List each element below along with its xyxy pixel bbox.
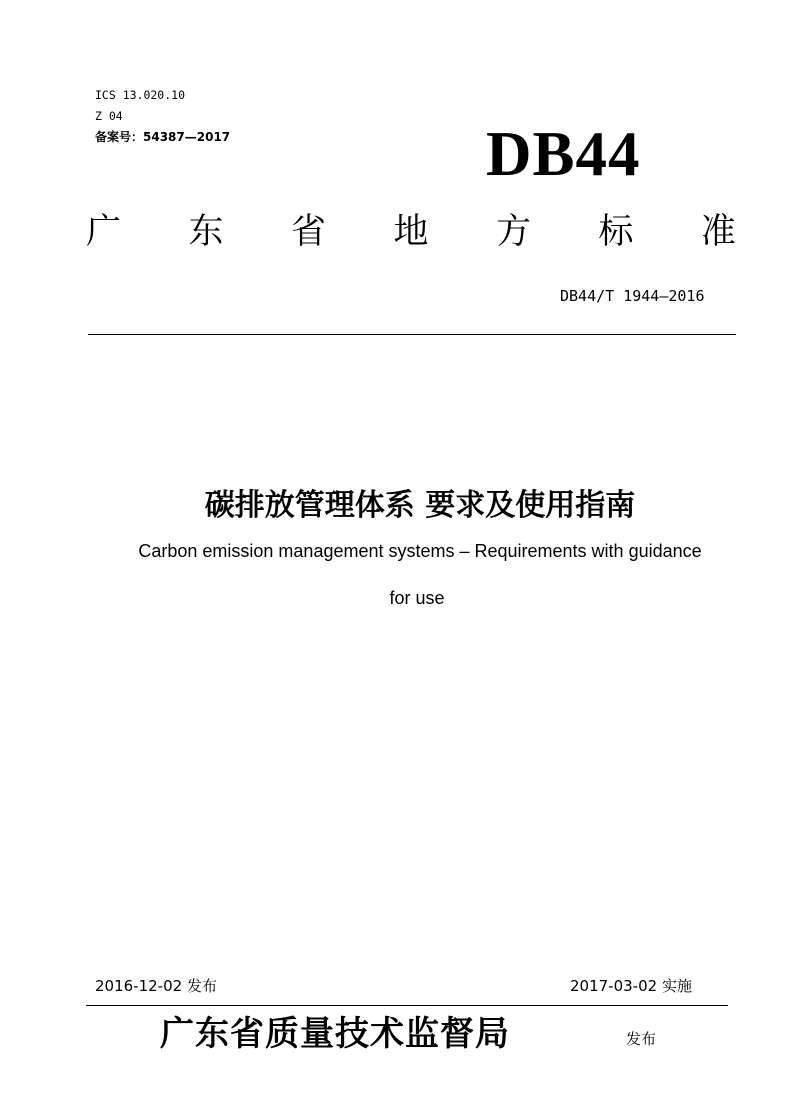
- standard-number: DB44/T 1944—2016: [560, 287, 705, 305]
- implementation-date: 2017-03-02 实施: [570, 977, 692, 995]
- top-divider: [88, 334, 736, 335]
- standard-type-char: 标: [598, 212, 634, 252]
- standard-type-char: 省: [290, 212, 326, 252]
- issue-date: 2016-12-02 发布: [95, 977, 217, 995]
- ics-code: ICS 13.020.10: [95, 88, 186, 102]
- filing-number: 备案号：54387—2017: [95, 130, 231, 144]
- standard-logo: DB44: [486, 119, 641, 189]
- title-english-line1: Carbon emission management systems – Requirements with guidance: [138, 541, 702, 561]
- standard-type-char: 准: [700, 212, 736, 252]
- issuing-authority: 广东省质量技术监督局: [160, 1014, 510, 1054]
- standard-type-heading: [86, 210, 736, 254]
- standard-type-char: 东: [188, 212, 224, 252]
- standard-type-char: 地: [393, 212, 429, 252]
- title-chinese: 碳排放管理体系 要求及使用指南: [204, 488, 636, 523]
- title-english-line2: for use: [389, 588, 445, 608]
- bottom-divider: [86, 1005, 728, 1006]
- standard-type-char: 方: [495, 212, 531, 252]
- classification-code: Z 04: [95, 109, 123, 123]
- issuer-suffix: 发布: [626, 1030, 657, 1048]
- standard-type-char: 广: [86, 212, 122, 252]
